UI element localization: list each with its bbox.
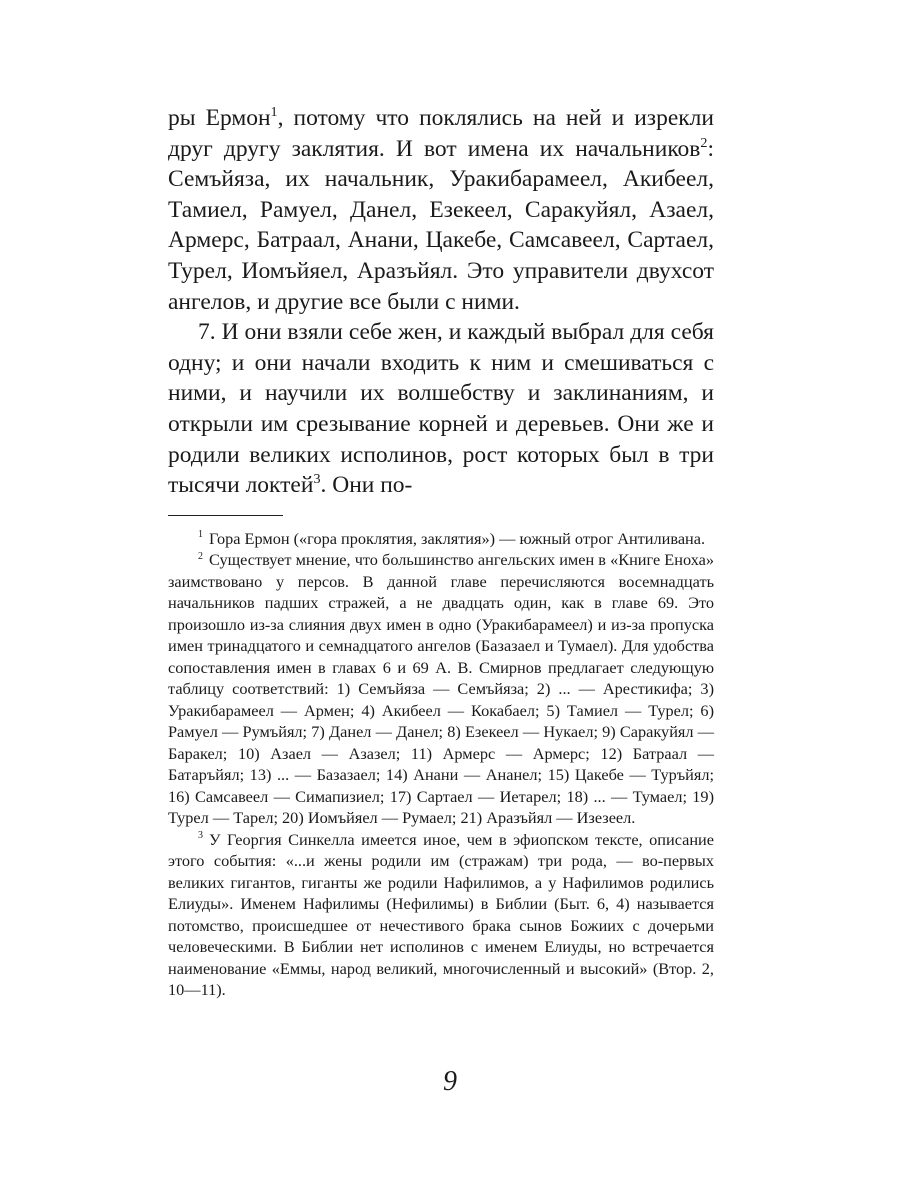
- footnote-text: У Георгия Синкелла имеется иное, чем в эфиопском тексте, описание этого события: «...и жены родили им (стражам) три рода, — во-первых великих гигантов, гиганты же родили Нафилимов, а у Нафилимов родились Елиуды». Именем Нафилимы (Нефилимы) в Библии (Быт. 6, 4) называется потомство, происшедшее от нечестивого брака сынов Божиих с дочерьми человеческими. В Библии нет исполинов с именем Елиуды, но встречается наименование «Еммы, народ великий, многочисленный и высокий» (Втор. 2, 10—11).: [168, 829, 714, 1000]
- text-run: : Семъйяза, их начальник, Уракибарамеел, Акибеел, Тамиел, Рамуел, Данел, Езекеел, Саракуйял, Азаел, Армерс, Батраал, Анани, Цакебе, Самсавеел, Сартаел, Турел, Иомъйяел, Аразъйял. Это управители двухсот ангелов, и другие все были с ними.: [168, 135, 714, 315]
- footnote-text: Существует мнение, что большинство ангельских имен в «Книге Еноха» заимствовано у персов. В данной главе перечисляются восемнадцать начальников падших стражей, а не двадцать один, как в главе 69. Это произошло из-за слияния двух имен в одно (Уракибарамеел) и из-за пропуска имен тринадцатого и семнадцатого ангелов (Базазаел и Тумаел). Для удобства сопоставления имен в главах 6 и 69 А. В. Смирнов предлагает следующую таблицу соответствий: 1) Семъйяза — Семъйяза; 2) ... — Арестикифа; 3) Уракибарамеел — Армен; 4) Акибеел — Кокабаел; 5) Тамиел — Турел; 6) Рамуел — Румъйял; 7) Данел — Данел; 8) Езекеел — Нукаел; 9) Саракуйял — Баракел; 10) Азаел — Азазел; 11) Армерс — Армерс; 12) Батраал — Батаръйял; 13) ... — Базазаел; 14) Анани — Ананел; 15) Цакебе — Туръйял; 16) Самсавеел — Симапизиел; 17) Сартаел — Иетарел; 18) ... — Тумаел; 19) Турел — Тарел; 20) Иомъйяел — Румаел; 21) Аразъйял — Изезеел.: [168, 550, 714, 828]
- footnote-2: [168, 549, 714, 829]
- footnote-3: [168, 829, 714, 1001]
- book-page: [168, 103, 714, 1001]
- page-number: 9: [443, 1066, 457, 1097]
- footnote-separator: [168, 515, 283, 516]
- footnote-text: Гора Ермон («гора проклятия, заклятия») — южный отрог Антиливана.: [209, 528, 706, 548]
- text-run: , потому что поклялись на ней и изрекли друг другу заклятия. И вот имена их начальников: [168, 105, 714, 162]
- footnote-1: [168, 528, 714, 550]
- paragraph-continuation: [168, 103, 714, 317]
- footnote-mark: 2: [198, 550, 203, 562]
- main-text: [168, 103, 714, 501]
- footnote-mark: 1: [198, 529, 203, 541]
- footnotes: [168, 528, 714, 1001]
- text-run: ры Ермон: [168, 105, 271, 131]
- paragraph-verse-7: [168, 317, 714, 501]
- footnote-mark: 3: [198, 830, 203, 842]
- text-run: . Они по-: [320, 472, 413, 499]
- text-run: 7. И они взяли себе жен, и каждый выбрал для себя одну; и они начали входить к ним и смешиваться с ними, и научили их волшебству и заклинаниям, и открыли им срезывание корней и деревьев. Они же и родили великих исполинов, рост которых был в три тысячи локтей: [168, 319, 714, 499]
- footnote-ref-2[interactable]: 2: [700, 134, 708, 151]
- footnote-ref-3[interactable]: 3: [313, 471, 321, 488]
- footnote-ref-1[interactable]: 1: [270, 104, 278, 121]
